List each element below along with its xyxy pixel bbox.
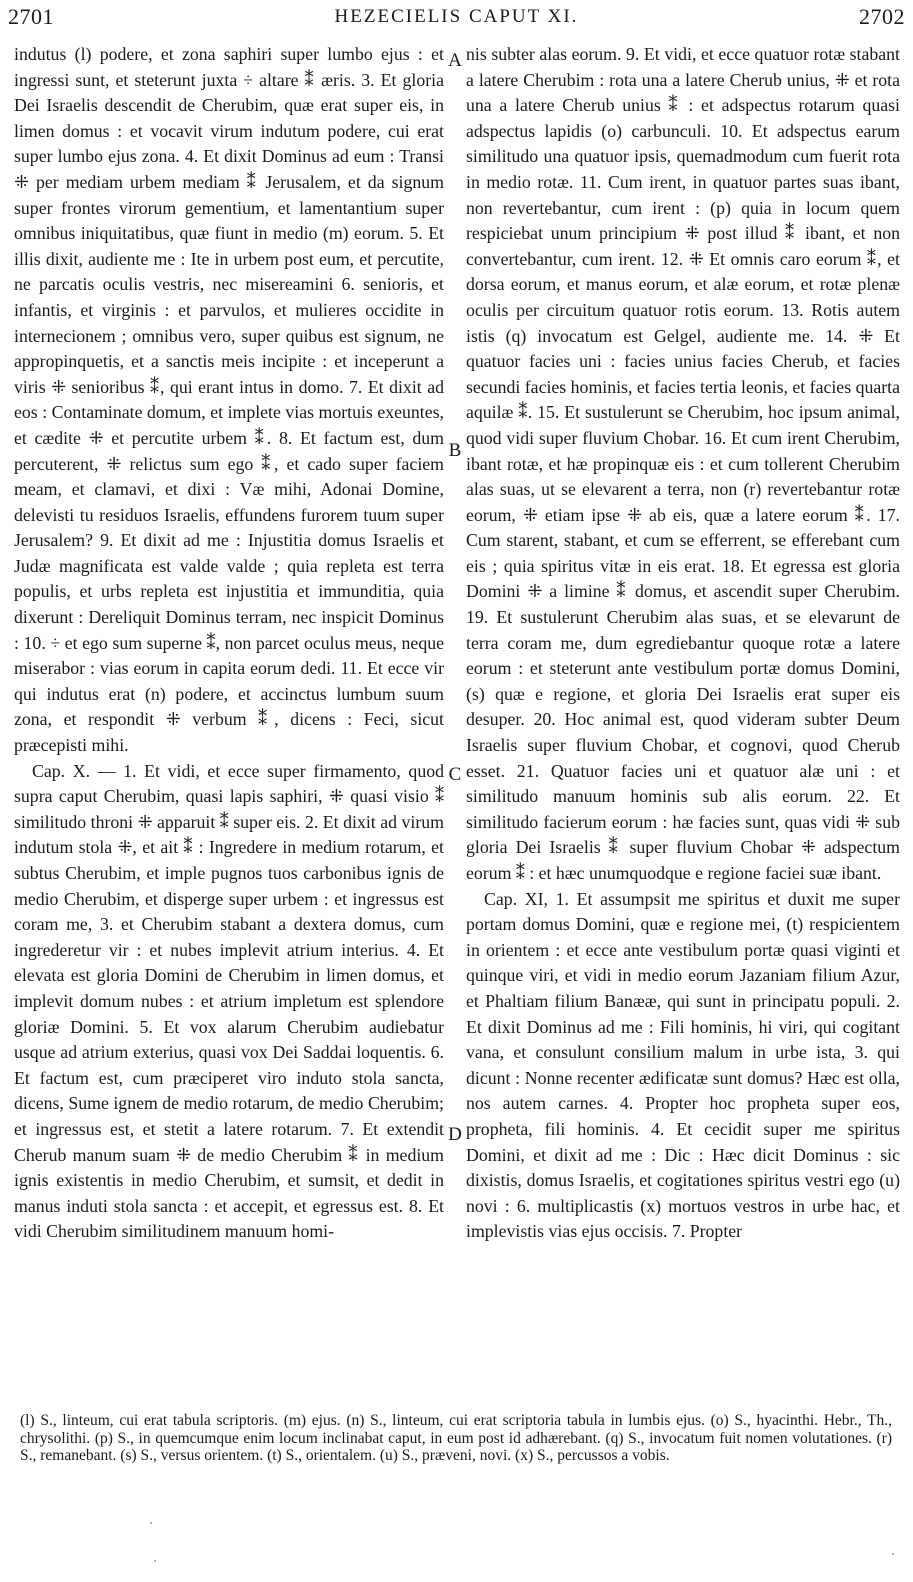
margin-letter-c: C xyxy=(448,764,462,785)
footnotes xyxy=(20,1412,892,1465)
margin-letter-b: B xyxy=(448,440,462,461)
running-header xyxy=(8,4,905,38)
chapter-x-text: Cap. X. — 1. Et vidi, et ecce super firmamento, quod supra caput Cherubim, quasi lapis saphiri, ⁜ quasi visio ⁑ similitudo throni ⁜ apparuit ⁑ super eis. 2. Et dixit ad virum indutum stola ⁜, et ait ⁑ : Ingredere in medium rotarum, et subtus Cherubim, et imple pugnos tuos carbonibus ignis de medio Cherubim, et disperge super urbem : et ingressus est coram me, 3. et Cherubim stabant a dextera domus, cum ingrederetur vir : et nubes implevit atrium interius. 4. Et elevata est gloria Domini de Cherubim in limen domus, et implevit domum nubes : et atrium impletum est splendore gloriæ Domini. 5. Et vox alarum Cherubim audiebatur usque ad atrium exterius, quasi vox Dei Saddai loquentis. 6. Et factum est, cum præciperet viro induto stola sancta, dicens, Sume ignem de medio rotarum, de medio Cherubim; et ingressus est, et stetit a latere rotarum. 7. Et extendit Cherub manum suam ⁜ de medio Cherubim ⁑ in medium ignis existentis in medio Cherubim, et sumsit, et dedit in manus induti stola sancta : et accepit, et egressus est. 8. Et vidi Cherubim similitudinem manuum homi- xyxy=(14,760,444,1242)
right-column xyxy=(466,42,900,1245)
left-column-text-continued: indutus (l) podere, et zona saphiri super lumbo ejus : et ingressi sunt, et steterunt juxta ÷ altare ⁑ æris. 3. Et gloria Dei Israelis descendit de Cherubim, quæ erat super eis, in limen domus : et vocavit virum indutum podere, cui erat super lumbo ejus zona. 4. Et dixit Dominus ad eum : Transi ⁜ per mediam urbem mediam ⁑ Jerusalem, et da signum super frontes virorum gementium, et lamentantium super omnibus iniquitatibus, quæ fiunt in medio (m) eorum. 5. Et illis dixit, audiente me : Ite in urbem post eum, et percutite, ne parcatis oculis vestris, nec misereamini 6. senioris, et infantis, et virginis : et parvulos, et mulieres occidite in internecionem ; omnibus vero, super quibus est signum, ne appropinquetis, et a sanctis meis incipite : et inceperunt a viris ⁜ senioribus ⁑, qui erant intus in domo. 7. Et dixit ad eos : Contaminate domum, et implete vias mortuis exeuntes, et cædite ⁜ et percutite urbem ⁑. 8. Et factum est, dum percuterent, ⁜ relictus sum ego ⁑, et cado super faciem meam, et clamavi, et dixi : Væ mihi, Adonai Domine, delevisti tu residuos Israelis, effundens furorem tuum super Jerusalem? 9. Et dixit ad me : Injustitia domus Israelis et Judæ magnificata est valde valde ; quia repleta est terra populis, et urbs repleta est injustitia et immunditia, quia dixerunt : Dereliquit Dominus terram, nec inspicit Dominus : 10. ÷ et ego sum superne ⁑, non parcet oculus meus, neque miserabor : vias eorum in capita eorum dedi. 11. Et ecce vir qui indutus erat (n) podere, et accinctus lumbum suum zona, et respondit ⁜ verbum ⁑, dicens : Feci, sicut præcepisti mihi. xyxy=(14,44,444,756)
margin-letter-a: A xyxy=(448,50,462,71)
speck-mark xyxy=(150,1522,152,1524)
footnotes-text: (l) S., linteum, cui erat tabula scriptoris. (m) ejus. (n) S., linteum, cui erat scriptoria tabula in lumbis ejus. (o) S., hyacinthi. Hebr., Th., chrysolithi. (p) S., in quemcumque enim locum inclinabat caput, in eum post id adhærebant. (q) S., invocatum fuit nomen volutationes. (r) S., remanebant. (s) S., versus orientem. (t) S., orientalem. (u) S., præveni, novi. (x) S., percussos a vobis. xyxy=(20,1412,892,1464)
margin-letter-d: D xyxy=(448,1124,462,1145)
left-page-number: 2701 xyxy=(8,4,54,29)
speck-mark xyxy=(892,1553,894,1555)
chapter-xi-text: Cap. XI, 1. Et assumpsit me spiritus et duxit me super portam domus Domini, quæ e regione mei, (t) respicientem in orientem : et ecce ante vestibulum portæ quasi viginti et quinque viri, et vidi in medio eorum Jazaniam filium Azur, et Phaltiam filium Banææ, qui sunt in principatu populi. 2. Et dixit Dominus ad me : Fili hominis, hi viri, qui cogitant vana, et consulunt consilium malum in urbe ista, 3. qui dicunt : Nonne recenter ædificatæ sunt domus? Hæc est olla, nos autem carnes. 4. Propter hoc propheta super eos, propheta, fili hominis. 4. Et cecidit super me spiritus Domini, et dixit ad me : Dic : Hæc dicit Dominus : sic dixistis, domus Israelis, et cogitationes spiritus vestri ego (u) novi : 6. multiplicastis (x) mortuos vestros in urbe hac, et implevistis vias ejus occisis. 7. Propter xyxy=(466,888,900,1242)
page-title: HEZECIELIS CAPUT XI. xyxy=(334,6,579,27)
right-page-number: 2702 xyxy=(859,4,905,29)
speck-mark xyxy=(154,1560,156,1562)
right-column-text-continued: nis subter alas eorum. 9. Et vidi, et ecce quatuor rotæ stabant a latere Cherubim : rota una a latere Cherub unius, ⁜ et rota una a latere Cherub unius ⁑ : et adspectus rotarum quasi adspectus lapidis (o) carbunculi. 10. Et adspectus earum similitudo una quatuor ipsis, quemadmodum cum fuerit rota in medio rotæ. 11. Cum irent, in quatuor partes suas ibant, non revertebantur, cum irent : (p) quia in locum quem respiciebat unum principium ⁜ post illud ⁑ ibant, et non convertebantur, cum irent. 12. ⁜ Et omnis caro eorum ⁑, et dorsa eorum, et manus eorum, et alæ eorum, et rotæ plenæ oculis per circuitum quatuor rotis eorum. 13. Rotis autem istis (q) invocatum est Gelgel, audiente me. 14. ⁜ Et quatuor facies uni : facies unius facies Cherub, et facies secundi facies hominis, et facies tertia leonis, et facies quarta aquilæ ⁑. 15. Et sustulerunt se Cherubim, hoc ipsum animal, quod vidi super fluvium Chobar. 16. Et cum irent Cherubim, ibant rotæ, et hæ propinquæ eis : et cum tollerent Cherubim alas suas, ut se elevarent a terra, non (r) revertebantur rotæ eorum, ⁜ etiam ipse ⁜ ab eis, quæ a latere eorum ⁑. 17. Cum starent, stabant, et cum se efferrent, se efferebant cum eis ; quia spiritus vitæ in eis erat. 18. Et egressa est gloria Domini ⁜ a limine ⁑ domus, et ascendit super Cherubim. 19. Et sustulerunt Cherubim alas suas, et se elevarunt de terra coram me, dum egrediebantur quoque rotæ a latere eorum : et steterunt ante vestibulum portæ domus Domini, (s) quæ e regione, et gloria Dei Israelis erat super eis desuper. 20. Hoc animal est, quod videram subter Deum Israelis super fluvium Chobar, et cognovi, quod Cherub esset. 21. Quatuor facies uni et quatuor alæ uni : et similitudo manuum hominis sub alis eorum. 22. Et similitudo facierum eorum : hæ facies sunt, quas vidi ⁜ sub gloria Dei Israelis ⁑ super fluvium Chobar ⁜ adspectum eorum ⁑ : et hæc unumquodque e regione faciei suæ ibant. xyxy=(466,44,900,883)
left-column xyxy=(14,42,444,1245)
